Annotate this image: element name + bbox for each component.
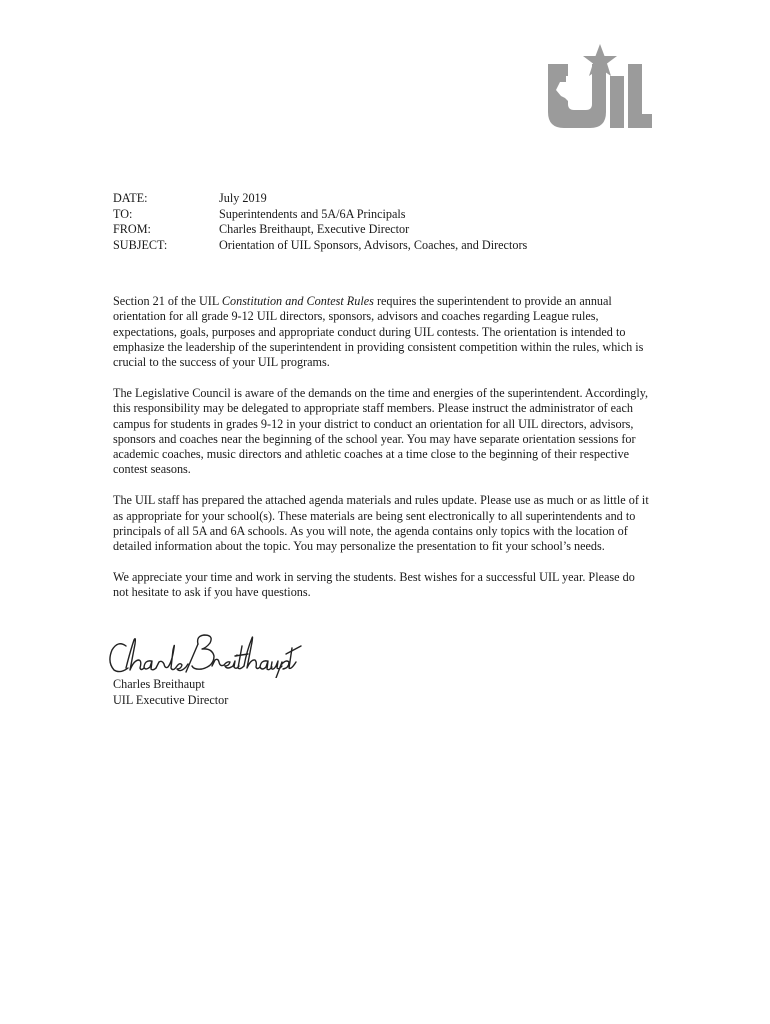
memo-value: Charles Breithaupt, Executive Director <box>219 222 410 236</box>
paragraph-1 <box>113 294 653 370</box>
memo-value: July 2019 <box>219 191 267 205</box>
handwritten-signature <box>106 632 302 678</box>
rules-book-title: Constitution and Contest Rules <box>221 294 374 308</box>
memo-value: Superintendents and 5A/6A Principals <box>219 206 406 221</box>
signature-block <box>113 677 228 708</box>
memo-key: FROM: <box>113 222 151 236</box>
paragraph-text: requires the superintendent to provide an annual orientation for all grade 9-12 UIL directors, sponsors, advisors and coaches regarding League rules, expectations, goals, purposes and appropriate conduct during UIL contests. The orientation is intended to emphasize the leadership of the superintendent in providing consistent competition within the rules, which is crucial to the success of your UIL programs. <box>113 294 644 370</box>
memo-row-to <box>113 207 673 223</box>
memo-row-from <box>113 222 673 238</box>
uil-logo <box>546 42 654 130</box>
paragraph-text: Section 21 of the UIL <box>113 294 222 308</box>
memo-value: Orientation of UIL Sponsors, Advisors, Coaches, and Directors <box>219 237 528 252</box>
letter-body <box>113 294 653 616</box>
paragraph-4: We appreciate your time and work in serving the students. Best wishes for a successful UIL year. Please do not hesitate to ask if you have questions. <box>113 569 635 600</box>
memo-key: TO: <box>113 206 133 221</box>
memo-row-date <box>113 191 673 207</box>
signer-name: Charles Breithaupt <box>113 677 205 691</box>
memo-row-subject <box>113 238 673 254</box>
memo-key: SUBJECT: <box>113 237 168 252</box>
paragraph-2: The Legislative Council is aware of the demands on the time and energies of the superintendent. Accordingly, this responsibility may be delegated to appropriate staff members. Please instruct the administrator of each campus for students in grades 9-12 in your district to conduct an orientation for all UIL directors, advisors, sponsors and coaches near the beginning of the school year. You may have separate orientation sessions for academic coaches, music directors and athletic coaches at a time close to the beginning of their respective contest seasons. <box>113 385 649 477</box>
memo-header <box>113 191 673 253</box>
paragraph-3: The UIL staff has prepared the attached agenda materials and rules update. Please use as much or as little of it as appropriate for your school(s). These materials are being sent electronically to all superintendents and to principals of all 5A and 6A schools. As you will note, the agenda contains only topics with the location of detailed information about the topic. You may personalize the presentation to fit your school’s needs. <box>113 493 649 554</box>
memo-key: DATE: <box>113 191 148 205</box>
signer-title: UIL Executive Director <box>113 692 229 707</box>
